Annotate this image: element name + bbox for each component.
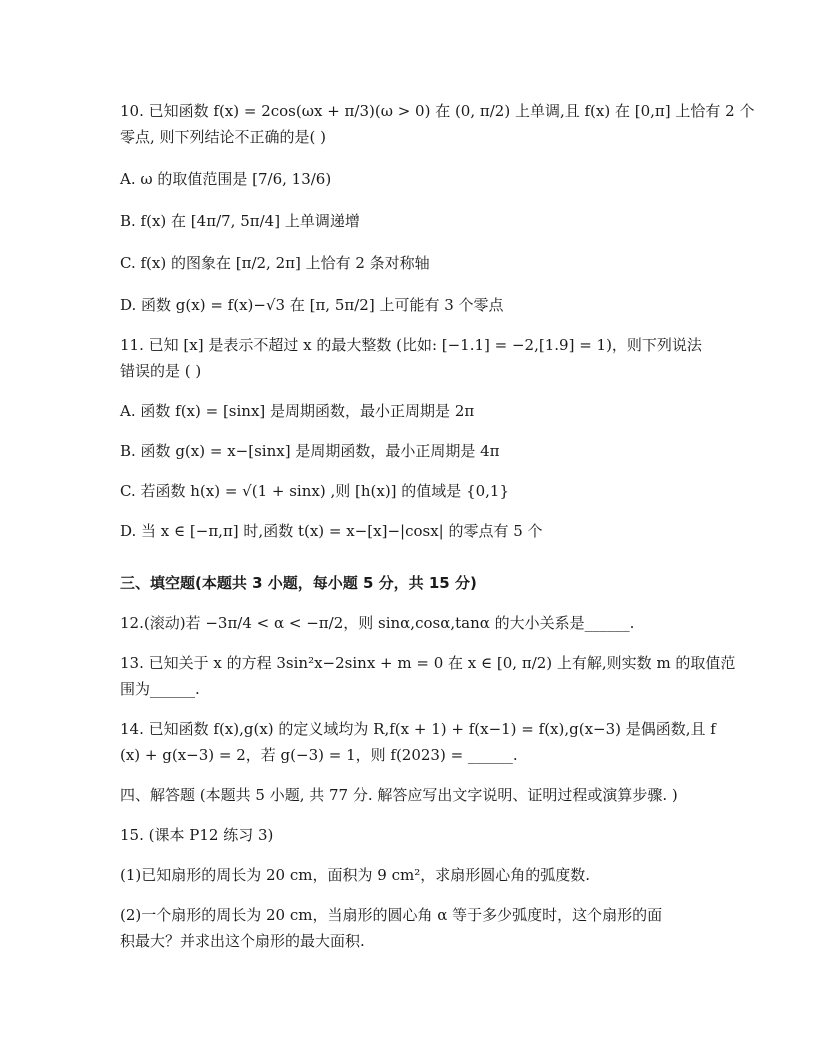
q15-part1: (1)已知扇形的周长为 20 cm，面积为 9 cm²，求扇形圆心角的弧度数.: [120, 866, 590, 884]
q13-stem-line1: 13. 已知关于 x 的方程 3sin²x−2sinx + m = 0 在 x ∈ [0, π/2) 上有解,则实数 m 的取值范: [120, 654, 736, 672]
q10-stem-line1: 10. 已知函数 f(x) = 2cos(ωx + π/3)(ω > 0) 在 (0, π/2) 上单调,且 f(x) 在 [0,π] 上恰有 2 个: [120, 102, 755, 120]
section-4-title: 四、解答题 (本题共 5 小题, 共 77 分. 解答应写出文字说明、证明过程或演算步骤. ): [120, 786, 678, 804]
section-3-title: 三、填空题(本题共 3 小题，每小题 5 分，共 15 分): [120, 574, 477, 592]
q11-option-a: A. 函数 f(x) = [sinx] 是周期函数，最小正周期是 2π: [120, 402, 475, 420]
q11-stem-line2: 错误的是 ( ): [120, 362, 202, 380]
q15-part2-line1: (2)一个扇形的周长为 20 cm，当扇形的圆心角 α 等于多少弧度时，这个扇形的面: [120, 906, 663, 924]
q11-option-d: D. 当 x ∈ [−π,π] 时,函数 t(x) = x−[x]−|cosx| 的零点有 5 个: [120, 522, 543, 540]
q11-option-c: C. 若函数 h(x) = √(1 + sinx) ,则 [h(x)] 的值域是 {0,1}: [120, 482, 510, 500]
q10-option-d: D. 函数 g(x) = f(x)−√3 在 [π, 5π/2] 上可能有 3 个零点: [120, 296, 504, 314]
q15-part2-line2: 积最大？并求出这个扇形的最大面积.: [120, 932, 365, 950]
q13-stem-line2: 围为______.: [120, 680, 200, 698]
q15-head: 15. (课本 P12 练习 3): [120, 826, 274, 844]
q11-stem-line1: 11. 已知 [x] 是表示不超过 x 的最大整数 (比如: [−1.1] = −2,[1.9] = 1)，则下列说法: [120, 336, 702, 354]
q10-stem-line2: 零点, 则下列结论不正确的是( ): [120, 128, 327, 146]
q14-stem-line1: 14. 已知函数 f(x),g(x) 的定义域均为 R,f(x + 1) + f(x−1) = f(x),g(x−3) 是偶函数,且 f: [120, 720, 716, 738]
q12-stem: 12.(滚动)若 −3π/4 < α < −π/2，则 sinα,cosα,tanα 的大小关系是______.: [120, 614, 635, 632]
document-content: [120, 98, 755, 954]
q11-option-b: B. 函数 g(x) = x−[sinx] 是周期函数，最小正周期是 4π: [120, 442, 500, 460]
q14-stem-line2: (x) + g(x−3) = 2，若 g(−3) = 1，则 f(2023) = ______.: [120, 746, 518, 764]
q10-option-b: B. f(x) 在 [4π/7, 5π/4] 上单调递增: [120, 212, 360, 230]
q10-option-a: A. ω 的取值范围是 [7/6, 13/6): [120, 170, 332, 188]
q10-option-c: C. f(x) 的图象在 [π/2, 2π] 上恰有 2 条对称轴: [120, 254, 430, 272]
